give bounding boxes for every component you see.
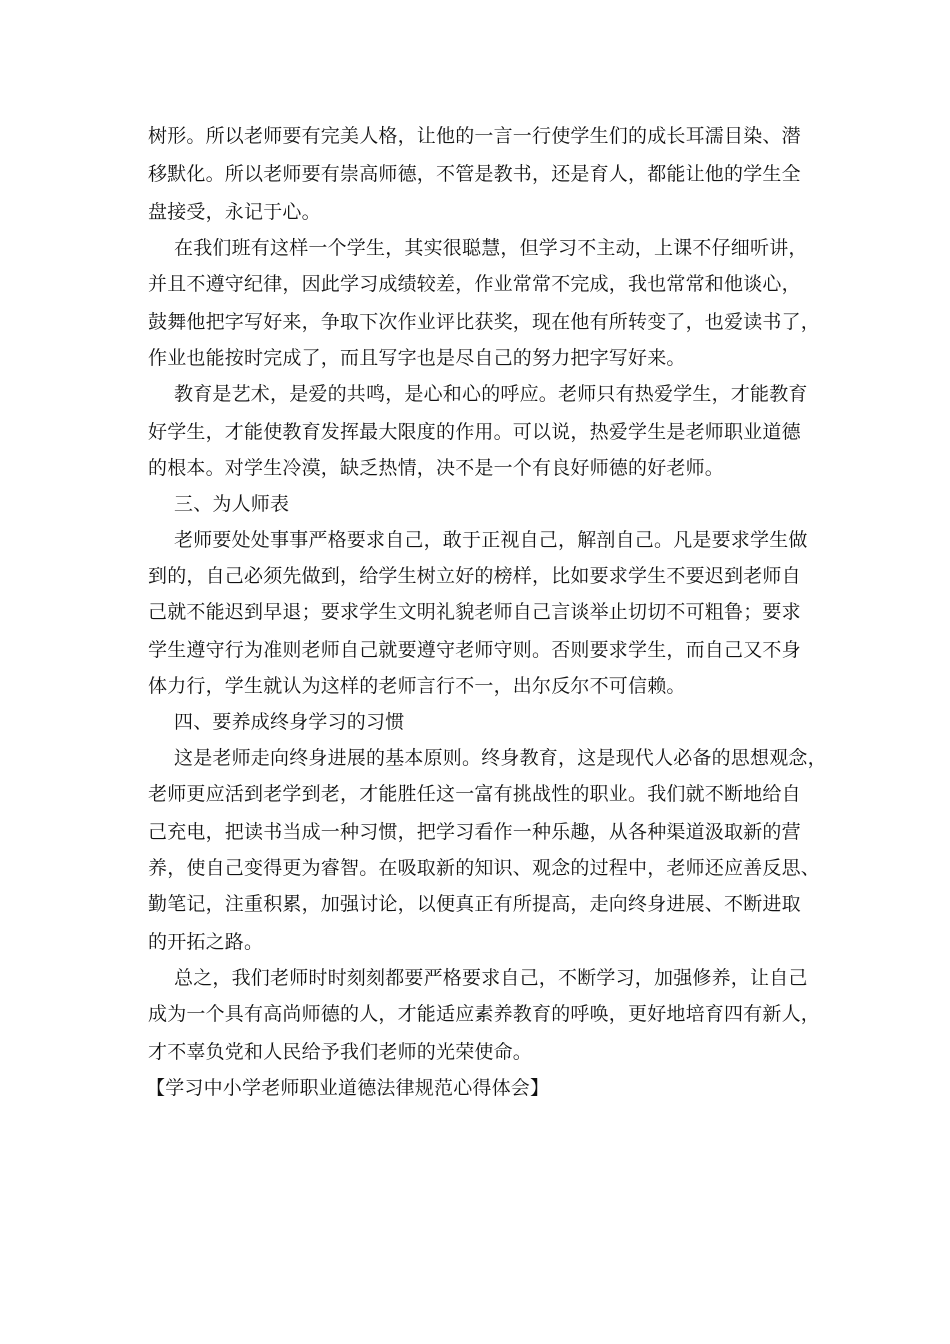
document-footer-title: 【学习中小学老师职业道德法律规范心得体会】 xyxy=(146,1077,550,1099)
text-line: 成为一个具有高尚师德的人，才能适应素养教育的呼唤，更好地培育四有新人， xyxy=(148,1003,821,1025)
section-heading: 四、要养成终身学习的习惯 xyxy=(174,711,405,733)
paragraph-start: 老师要处处事事严格要求自己，敢于正视自己，解剖自己。凡是要求学生做 xyxy=(174,529,808,551)
text-line: 学生遵守行为准则老师自己就要遵守老师守则。否则要求学生，而自己又不身 xyxy=(148,639,801,661)
paragraph-start: 教育是艺术，是爱的共鸣，是心和心的呼应。老师只有热爱学生，才能教育 xyxy=(174,383,808,405)
text-line: 到的，自己必须先做到，给学生树立好的榜样，比如要求学生不要迟到老师自 xyxy=(148,565,801,587)
section-heading: 三、为人师表 xyxy=(174,493,290,515)
text-line: 养，使自己变得更为睿智。在吸取新的知识、观念的过程中，老师还应善反思、 xyxy=(148,857,821,879)
text-line: 己就不能迟到早退；要求学生文明礼貌老师自己言谈举止切切不可粗鲁；要求 xyxy=(148,601,801,623)
text-line: 己充电，把读书当成一种习惯，把学习看作一种乐趣，从各种渠道汲取新的营 xyxy=(148,821,801,843)
paragraph-start: 总之，我们老师时时刻刻都要严格要求自己，不断学习，加强修养，让自己 xyxy=(174,967,808,989)
text-line: 好学生，才能使教育发挥最大限度的作用。可以说，热爱学生是老师职业道德 xyxy=(148,421,801,443)
text-line: 盘接受，永记于心。 xyxy=(148,201,321,223)
text-line: 并且不遵守纪律，因此学习成绩较差，作业常常不完成，我也常常和他谈心， xyxy=(148,273,801,295)
paragraph-start: 这是老师走向终身进展的基本原则。终身教育，这是现代人必备的思想观念， xyxy=(174,747,827,769)
text-line: 勤笔记，注重积累，加强讨论，以便真正有所提高，走向终身进展、不断进取 xyxy=(148,893,801,915)
text-line: 鼓舞他把字写好来，争取下次作业评比获奖，现在他有所转变了，也爱读书了， xyxy=(148,311,821,333)
text-line: 的根本。对学生冷漠，缺乏热情，决不是一个有良好师德的好老师。 xyxy=(148,457,725,479)
text-line: 的开拓之路。 xyxy=(148,931,264,953)
text-line: 树形。所以老师要有完美人格，让他的一言一行使学生们的成长耳濡目染、潜 xyxy=(148,125,801,147)
text-line: 作业也能按时完成了，而且写字也是尽自己的努力把字写好来。 xyxy=(148,347,686,369)
text-line: 老师更应活到老学到老，才能胜任这一富有挑战性的职业。我们就不断地给自 xyxy=(148,783,801,805)
text-line: 体力行，学生就认为这样的老师言行不一，出尔反尔不可信赖。 xyxy=(148,675,686,697)
text-line: 才不辜负党和人民给予我们老师的光荣使命。 xyxy=(148,1041,533,1063)
paragraph-start: 在我们班有这样一个学生，其实很聪慧，但学习不主动，上课不仔细听讲， xyxy=(174,237,808,259)
text-line: 移默化。所以老师要有崇高师德，不管是教书，还是育人，都能让他的学生全 xyxy=(148,163,801,185)
